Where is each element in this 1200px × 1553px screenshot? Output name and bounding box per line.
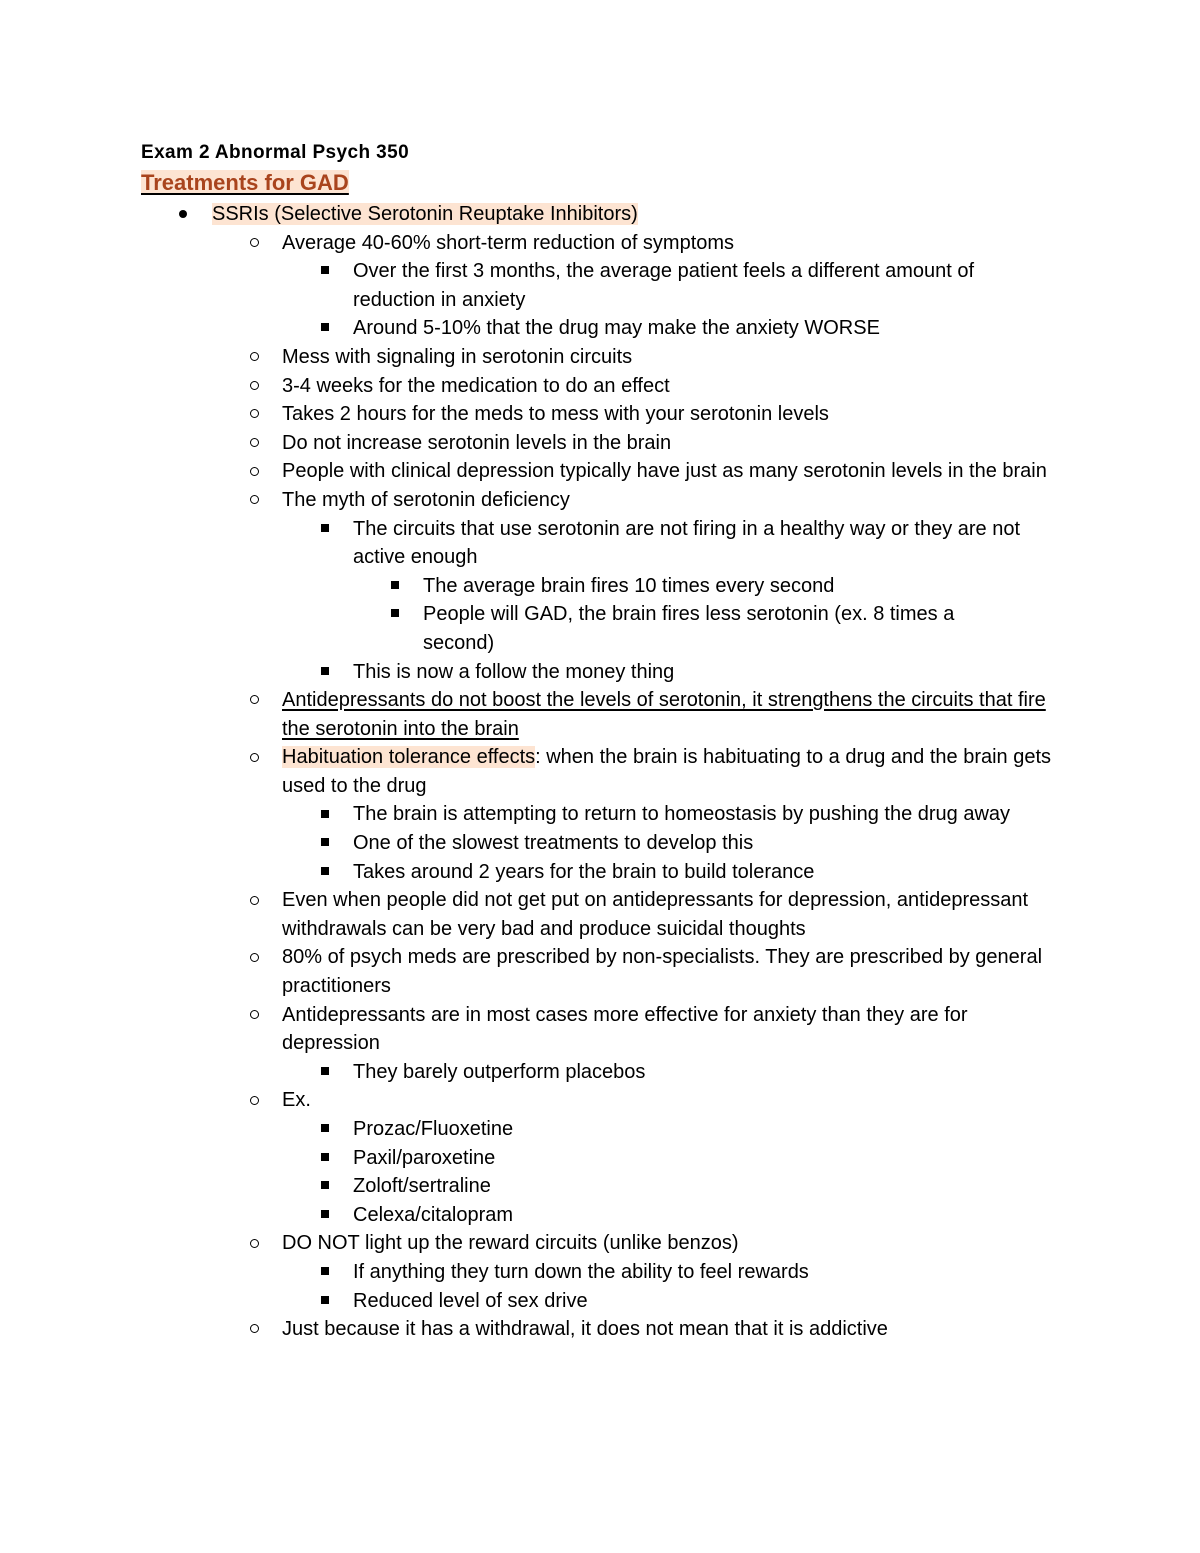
list-item-text: The myth of serotonin deficiency — [282, 488, 570, 511]
habituation-definition: : when the brain is habituating to a drug and the brain gets used to the drug — [282, 746, 1052, 797]
square-bullet-icon — [315, 658, 335, 687]
list-item-text: Just because it has a withdrawal, it does not mean that it is addictive — [282, 1318, 888, 1341]
list-item — [0, 457, 1200, 486]
list-item-text: 80% of psych meds are prescribed by non-specialists. They are prescribed by general practitioners — [282, 946, 1043, 998]
circle-bullet-icon — [244, 743, 264, 772]
square-bullet-icon — [315, 1287, 335, 1316]
list-item — [0, 1287, 1200, 1316]
circle-bullet-icon — [244, 429, 264, 458]
list-item — [0, 1115, 1200, 1144]
list-item-text: People will GAD, the brain fires less serotonin (ex. 8 times a second) — [423, 603, 955, 654]
list-item-text: Around 5-10% that the drug may make the anxiety WORSE — [353, 317, 880, 340]
list-item — [0, 1172, 1200, 1201]
square-bullet-icon — [315, 1144, 335, 1173]
list-item — [0, 1315, 1200, 1344]
square-bullet-icon — [315, 515, 335, 544]
list-item — [0, 1058, 1200, 1087]
list-item-text: The average brain fires 10 times every second — [423, 574, 835, 597]
square-bullet-icon — [315, 1258, 335, 1287]
list-item — [0, 658, 1200, 687]
list-item-text: Even when people did not get put on antidepressants for depression, antidepressant withdrawals can be very bad and produce suicidal thoughts — [282, 889, 1029, 940]
section-heading — [141, 170, 349, 196]
square-bullet-icon — [315, 800, 335, 829]
list-item — [0, 1144, 1200, 1173]
list-item-text: People with clinical depression typically have just as many serotonin levels in the brain — [282, 460, 1047, 483]
list-item-text: Takes 2 hours for the meds to mess with your serotonin levels — [282, 403, 829, 426]
drug-name: Zoloft/sertraline — [353, 1175, 491, 1198]
square-bullet-icon — [315, 1115, 335, 1144]
circle-bullet-icon — [244, 457, 264, 486]
list-item — [0, 1001, 1200, 1058]
list-item-text: DO NOT light up the reward circuits (unlike benzos) — [282, 1232, 739, 1255]
list-item — [0, 343, 1200, 372]
list-item-text: One of the slowest treatments to develop this — [353, 832, 754, 855]
notes-outline — [0, 200, 1200, 1344]
list-item — [0, 200, 1200, 229]
section-heading-text: Treatments for GAD — [141, 170, 349, 195]
square-bullet-icon — [315, 257, 335, 286]
circle-bullet-icon — [244, 1086, 264, 1115]
list-item-text: Mess with signaling in serotonin circuits — [282, 345, 633, 368]
list-item-text: The brain is attempting to return to homeostasis by pushing the drug away — [353, 803, 1011, 826]
list-item — [0, 372, 1200, 401]
drug-name: Prozac/Fluoxetine — [353, 1118, 514, 1140]
drug-name: Celexa/citalopram — [353, 1203, 514, 1226]
list-item — [0, 686, 1200, 743]
list-item — [0, 800, 1200, 829]
list-item — [0, 515, 1200, 572]
drug-name: Paxil/paroxetine — [353, 1146, 496, 1169]
list-item-text: Do not increase serotonin levels in the brain — [282, 431, 672, 454]
circle-bullet-icon — [244, 1229, 264, 1258]
list-item — [0, 257, 1200, 314]
circle-bullet-icon — [244, 1315, 264, 1344]
square-bullet-icon — [315, 314, 335, 343]
list-item-text: Over the first 3 months, the average patient feels a different amount of reduction in anxiety — [353, 260, 975, 311]
list-item — [0, 229, 1200, 258]
list-item — [0, 400, 1200, 429]
disc-bullet-icon — [173, 200, 193, 229]
square-bullet-icon — [315, 858, 335, 887]
list-item-text: Reduced level of sex drive — [353, 1289, 588, 1312]
list-item — [0, 886, 1200, 943]
list-item — [0, 1086, 1200, 1115]
list-item-text: Average 40-60% short-term reduction of symptoms — [282, 231, 735, 254]
habituation-term: Habituation tolerance effects — [282, 746, 536, 769]
list-item — [0, 1229, 1200, 1258]
list-item — [0, 829, 1200, 858]
list-item — [0, 600, 1200, 657]
circle-bullet-icon — [244, 400, 264, 429]
list-item — [0, 743, 1200, 800]
circle-bullet-icon — [244, 229, 264, 258]
list-item-text: Takes around 2 years for the brain to build tolerance — [353, 860, 815, 883]
square-bullet-icon — [385, 572, 405, 601]
list-item-text: This is now a follow the money thing — [353, 660, 675, 683]
list-item — [0, 486, 1200, 515]
list-item-text: The circuits that use serotonin are not firing in a healthy way or they are not active enough — [353, 517, 1021, 569]
list-item — [0, 429, 1200, 458]
list-item-text: They barely outperform placebos — [353, 1060, 646, 1083]
circle-bullet-icon — [244, 343, 264, 372]
list-item-text: 3-4 weeks for the medication to do an effect — [282, 374, 670, 397]
list-item — [0, 943, 1200, 1000]
circle-bullet-icon — [244, 1001, 264, 1030]
list-item — [0, 1258, 1200, 1287]
square-bullet-icon — [315, 1201, 335, 1230]
list-item — [0, 1201, 1200, 1230]
list-item-text: Antidepressants are in most cases more effective for anxiety than they are for depression — [282, 1003, 968, 1055]
circle-bullet-icon — [244, 486, 264, 515]
circle-bullet-icon — [244, 886, 264, 915]
square-bullet-icon — [385, 600, 405, 629]
square-bullet-icon — [315, 1058, 335, 1087]
list-item-text: Ex. — [282, 1089, 311, 1112]
circle-bullet-icon — [244, 372, 264, 401]
ssri-heading: SSRIs (Selective Serotonin Reuptake Inhibitors) — [212, 203, 638, 225]
list-item — [0, 858, 1200, 887]
list-item — [0, 314, 1200, 343]
underlined-statement: Antidepressants do not boost the levels of serotonin, it strengthens the circuits that fire the serotonin into the brain — [282, 689, 1046, 740]
square-bullet-icon — [315, 829, 335, 858]
list-item — [0, 572, 1200, 601]
square-bullet-icon — [315, 1172, 335, 1201]
circle-bullet-icon — [244, 943, 264, 972]
list-item-text: If anything they turn down the ability to feel rewards — [353, 1260, 809, 1283]
circle-bullet-icon — [244, 686, 264, 715]
document-title: Exam 2 Abnormal Psych 350 — [141, 142, 410, 163]
